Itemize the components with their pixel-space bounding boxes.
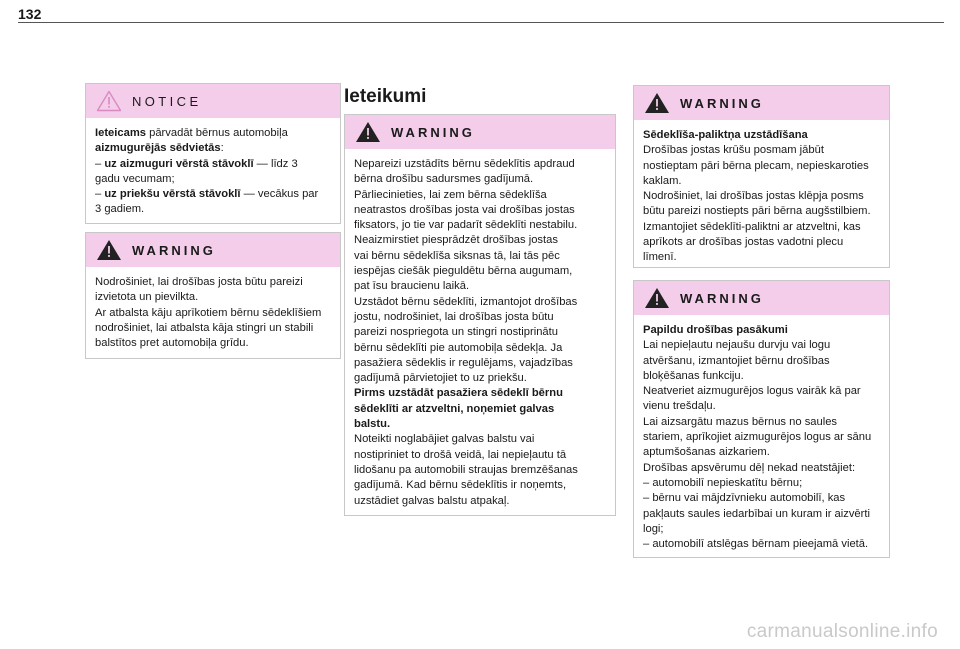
text-line bbox=[354, 478, 607, 493]
text-segment: vienu trešdaļu. bbox=[643, 400, 716, 413]
text-line bbox=[643, 491, 881, 506]
text-segment: Lai nepieļautu nejaušu durvju vai logu bbox=[643, 339, 831, 352]
text-line bbox=[354, 494, 607, 509]
text-line bbox=[354, 463, 607, 478]
text-line bbox=[354, 386, 607, 401]
text-segment: – bērnu vai mājdzīvnieku automobilī, kas bbox=[643, 492, 846, 505]
notice-header bbox=[86, 84, 340, 118]
text-segment: — līdz 3 bbox=[253, 157, 298, 170]
text-line bbox=[354, 218, 607, 233]
warning-box-booster bbox=[633, 85, 890, 268]
watermark: carmanualsonline.info bbox=[746, 621, 938, 642]
text-line bbox=[354, 310, 607, 325]
text-segment: Nodrošiniet, lai drošības josta būtu pareizi bbox=[95, 276, 303, 288]
warning-title: WARNING bbox=[680, 290, 764, 306]
text-line bbox=[643, 189, 881, 204]
text-segment: pārvadāt bērnus automobiļa bbox=[146, 127, 288, 139]
text-segment: gadu vecumam; bbox=[95, 172, 175, 185]
text-line bbox=[643, 174, 881, 189]
text-line bbox=[643, 399, 881, 414]
text-line bbox=[95, 187, 332, 202]
warning-triangle-icon bbox=[644, 287, 670, 309]
notice-body bbox=[86, 118, 340, 226]
text-segment: – bbox=[95, 188, 105, 201]
warning-title: WARNING bbox=[680, 95, 764, 111]
text-line bbox=[354, 325, 607, 340]
text-segment: aptumšošanas aizkariem. bbox=[643, 446, 770, 459]
page-number: 132 bbox=[18, 6, 42, 22]
text-segment: pakļauts saules iedarbībai un kuram ir aizvērti bbox=[643, 507, 870, 520]
notice-title: NOTICE bbox=[132, 93, 202, 109]
text-line bbox=[95, 202, 332, 217]
warning-header bbox=[634, 86, 889, 120]
text-line bbox=[643, 430, 881, 445]
text-segment: pasažiera sēdeklis ir regulējams, vajadzības bbox=[354, 356, 573, 369]
warning-header bbox=[634, 281, 889, 315]
text-line bbox=[354, 279, 607, 294]
text-segment: Uzstādot bērnu sēdeklīti, izmantojot drošības bbox=[354, 295, 578, 308]
text-segment: uz aizmuguri vērstā stāvoklī bbox=[104, 157, 254, 170]
text-segment: neatrastos drošības josta vai drošības jostas bbox=[354, 203, 575, 216]
text-segment: lidošanu pa automobili straujas bremzēšanas bbox=[354, 463, 578, 476]
text-line bbox=[95, 157, 332, 172]
warning-triangle-icon bbox=[355, 121, 381, 143]
text-segment: logi; bbox=[643, 522, 664, 535]
warning-box-additional-safety bbox=[633, 280, 890, 558]
warning-title: WARNING bbox=[132, 242, 216, 258]
text-line bbox=[354, 417, 607, 432]
text-segment: kaklam. bbox=[643, 174, 682, 187]
text-line bbox=[354, 264, 607, 279]
text-segment: Ar atbalsta kāju aprīkotiem bērnu sēdeklīšiem bbox=[95, 306, 322, 319]
section-title: Ieteikumi bbox=[344, 86, 427, 107]
text-line bbox=[95, 321, 332, 336]
text-segment: Papildu drošības pasākumi bbox=[643, 324, 788, 336]
text-segment: nodrošiniet, lai atbalsta kāja stingri un stabili bbox=[95, 321, 314, 334]
text-line bbox=[354, 432, 607, 447]
text-line bbox=[354, 402, 607, 417]
text-segment: līmenī. bbox=[643, 251, 677, 264]
text-line bbox=[643, 445, 881, 460]
warning-body bbox=[634, 315, 889, 560]
text-segment: iespējas ciešāk pieguldētu bērna augumam, bbox=[354, 265, 573, 278]
text-segment: sēdeklīti ar atzveltni, noņemiet galvas bbox=[354, 402, 555, 415]
text-segment: atvēršanu, izmantojiet bērnu drošības bbox=[643, 354, 830, 367]
warning-body bbox=[345, 149, 615, 517]
text-line bbox=[643, 143, 881, 158]
text-segment: – bbox=[95, 157, 105, 170]
text-segment: stariem, aprīkojiet aizmugurējos logus ar sānu bbox=[643, 431, 872, 444]
text-line bbox=[95, 172, 332, 187]
text-line bbox=[354, 371, 607, 386]
text-line bbox=[95, 306, 332, 321]
text-segment: Neatveriet aizmugurējos logus vairāk kā par bbox=[643, 385, 861, 398]
text-segment: nostipriniet to drošā veidā, lai nepieļautu tā bbox=[354, 448, 567, 461]
text-line bbox=[95, 336, 332, 351]
text-segment: būtu pareizi nostiepts pāri bērna augšstilbiem. bbox=[643, 205, 871, 218]
warning-title: WARNING bbox=[391, 124, 475, 140]
text-segment: Nodrošiniet, lai drošības jostas klēpja posms bbox=[643, 190, 864, 203]
text-segment: — vecākus par bbox=[240, 188, 319, 201]
warning-box-child-seat bbox=[344, 114, 616, 516]
text-segment: – automobilī atslēgas bērnam pieejamā vietā. bbox=[643, 538, 869, 551]
text-line bbox=[354, 157, 607, 172]
text-line bbox=[643, 235, 881, 250]
text-line bbox=[643, 128, 881, 143]
text-segment: bērna drošību sadursmes gadījumā. bbox=[354, 173, 534, 186]
text-line bbox=[354, 233, 607, 248]
text-line bbox=[354, 448, 607, 463]
text-segment: Lai aizsargātu mazus bērnus no saules bbox=[643, 415, 838, 428]
text-line bbox=[643, 354, 881, 369]
text-segment: Pirms uzstādāt pasažiera sēdeklī bērnu bbox=[354, 387, 563, 400]
text-segment: bērnu sēdeklīti pie automobiļa sēdekļa. Ja bbox=[354, 341, 563, 354]
text-segment: izvietota un pievilkta. bbox=[95, 291, 199, 304]
text-segment: Drošības apsvērumu dēļ nekad neatstājiet: bbox=[643, 461, 856, 474]
text-line bbox=[354, 295, 607, 310]
text-line bbox=[643, 461, 881, 476]
text-line bbox=[354, 341, 607, 356]
text-segment: balstu. bbox=[354, 418, 391, 431]
text-segment: – automobilī nepieskatītu bērnu; bbox=[643, 476, 803, 489]
text-segment: aprīkots ar drošības jostas vadotni plecu bbox=[643, 236, 844, 249]
text-segment: nostieptam pāri bērna plecam, nepieskaroties bbox=[643, 159, 869, 172]
text-segment: gadījumā pārvietojiet to uz priekšu. bbox=[354, 372, 527, 385]
text-line bbox=[354, 172, 607, 187]
text-line bbox=[643, 415, 881, 430]
text-segment: bloķēšanas funkciju. bbox=[643, 369, 744, 382]
text-line bbox=[643, 476, 881, 491]
text-line bbox=[643, 338, 881, 353]
warning-body bbox=[634, 120, 889, 274]
text-line bbox=[354, 203, 607, 218]
text-segment: Drošības jostas krūšu posmam jābūt bbox=[643, 144, 824, 157]
text-segment: jostu, nodrošiniet, lai drošības josta būtu bbox=[354, 310, 554, 323]
text-line bbox=[643, 384, 881, 399]
text-line bbox=[643, 323, 881, 338]
warning-body bbox=[86, 267, 340, 359]
text-segment: Pārliecinieties, lai zem bērna sēdeklīša bbox=[354, 188, 547, 201]
text-line bbox=[95, 126, 332, 141]
notice-box bbox=[85, 83, 341, 224]
text-segment: Noteikti noglabājiet galvas balstu vai bbox=[354, 433, 535, 446]
warning-header bbox=[86, 233, 340, 267]
text-line bbox=[643, 537, 881, 552]
text-line bbox=[95, 290, 332, 305]
text-line bbox=[643, 250, 881, 265]
warning-header bbox=[345, 115, 615, 149]
text-segment: 3 gadiem. bbox=[95, 203, 145, 216]
text-line bbox=[95, 141, 332, 156]
warning-triangle-outline-icon bbox=[96, 90, 122, 112]
text-line bbox=[643, 369, 881, 384]
text-line bbox=[354, 188, 607, 203]
text-segment: Neaizmirstiet piesprādzēt drošības jostas bbox=[354, 234, 558, 247]
text-segment: balstītos pret automobiļa grīdu. bbox=[95, 337, 249, 350]
text-segment: Ieteicams bbox=[95, 127, 146, 139]
text-segment: aizmugurējās sēdvietās bbox=[95, 142, 221, 155]
text-line bbox=[643, 204, 881, 219]
text-segment: uzstādiet galvas balstu atpakaļ. bbox=[354, 494, 510, 507]
text-segment: Izmantojiet sēdeklīti-paliktni ar atzveltni, kas bbox=[643, 220, 861, 233]
text-line bbox=[643, 220, 881, 235]
text-line bbox=[354, 249, 607, 264]
text-segment: Sēdeklīša-paliktņa uzstādīšana bbox=[643, 129, 808, 141]
warning-box-seatbelt bbox=[85, 232, 341, 359]
text-line bbox=[643, 522, 881, 537]
text-segment: uz priekšu vērstā stāvoklī bbox=[104, 188, 241, 201]
text-segment: pat īsu braucienu laikā. bbox=[354, 280, 470, 293]
text-line bbox=[643, 507, 881, 522]
warning-triangle-icon bbox=[96, 239, 122, 261]
text-segment: pareizi nospriegota un stingri nostiprinātu bbox=[354, 326, 558, 339]
text-line bbox=[643, 159, 881, 174]
warning-triangle-icon bbox=[644, 92, 670, 114]
text-segment: : bbox=[220, 142, 224, 155]
text-segment: gadījumā. Kad bērnu sēdeklītis ir noņemts, bbox=[354, 479, 567, 492]
text-segment: vai bērnu sēdeklīša siksnas tā, lai tās pēc bbox=[354, 249, 560, 262]
text-segment: fiksators, jo tie var padarīt sēdeklīti nestabilu. bbox=[354, 219, 578, 232]
top-divider bbox=[18, 22, 944, 23]
text-line bbox=[354, 356, 607, 371]
text-line bbox=[95, 275, 332, 290]
text-segment: Nepareizi uzstādīts bērnu sēdeklītis apdraud bbox=[354, 158, 575, 170]
